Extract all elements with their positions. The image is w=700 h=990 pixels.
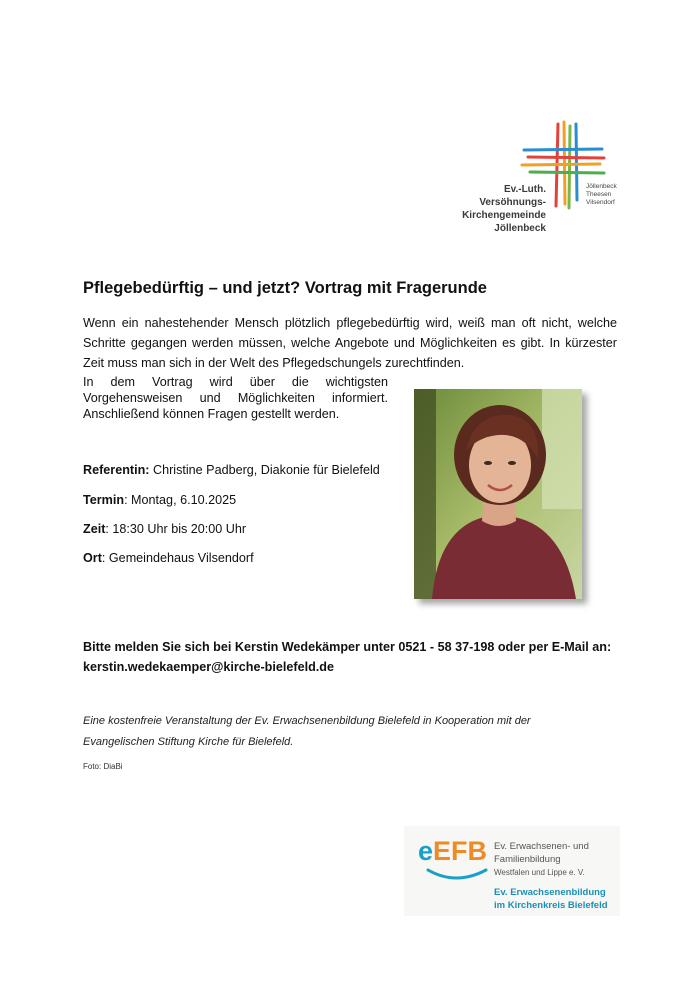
church-logo	[418, 120, 618, 234]
detail-referentin	[83, 462, 380, 478]
vortrag-paragraph: In dem Vortrag wird über die wichtigsten Vorgehensweisen und Möglichkeiten informiert. Anschließend können Fragen gestellt werden.	[83, 375, 388, 421]
eefb-mark	[418, 836, 487, 866]
church-place: Theesen	[586, 191, 612, 198]
eefb-sub	[494, 886, 608, 912]
church-name-line1: Ev.-Luth.	[503, 184, 546, 195]
eefb-logo	[404, 826, 620, 916]
referentin-value: Christine Padberg, Diakonie für Bielefeld	[149, 463, 380, 477]
page-title: Pflegebedürftig – und jetzt? Vortrag mit Fragerunde	[83, 279, 487, 297]
ort-value: : Gemeindehaus Vilsendorf	[101, 551, 254, 565]
referentin-label: Referentin:	[83, 463, 150, 477]
detail-zeit	[83, 521, 246, 537]
note-line2: Evangelischen Stiftung Kirche für Bielefeld.	[83, 736, 294, 748]
zeit-label: Zeit	[83, 522, 106, 536]
termin-value: : Montag, 6.10.2025	[124, 493, 237, 507]
eefb-line1: Ev. Erwachsenen- und	[494, 841, 589, 852]
contact-line: Bitte melden Sie sich bei Kerstin Wedekämper unter 0521 - 58 37-198 oder per E-Mail an:	[83, 640, 612, 654]
church-name-line2: Versöhnungs-Kirchengemeinde	[462, 197, 546, 221]
eefb-line3: Westfalen und Lippe e. V.	[494, 868, 585, 877]
photo-credit: Foto: DiaBi	[83, 762, 123, 771]
detail-termin	[83, 492, 236, 508]
eefb-sub1: Ev. Erwachsenenbildung	[494, 887, 606, 898]
detail-ort	[83, 550, 254, 566]
portrait-photo	[414, 389, 582, 599]
eefb-sub2: im Kirchenkreis Bielefeld	[494, 900, 608, 911]
church-places	[586, 183, 617, 207]
church-place: Jöllenbeck	[586, 183, 617, 190]
note-line1: Eine kostenfreie Veranstaltung der Ev. Erwachsenenbildung Bielefeld in Kooperation mit der	[83, 715, 531, 727]
eefb-mark-efb: EFB	[433, 836, 488, 866]
termin-label: Termin	[83, 493, 125, 507]
eefb-mark-e: e	[418, 836, 434, 866]
zeit-value: : 18:30 Uhr bis 20:00 Uhr	[105, 522, 247, 536]
eefb-line2: Familienbildung	[494, 854, 561, 865]
contact-email-link[interactable]: kerstin.wedekaemper@kirche-bielefeld.de	[83, 660, 334, 674]
church-place: Vilsendorf	[586, 199, 615, 206]
church-name-line3: Jöllenbeck	[494, 223, 546, 234]
church-name	[418, 183, 546, 235]
intro-paragraph: Wenn ein nahestehender Mensch plötzlich pflegebedürftig wird, weiß man oft nicht, welche Schritte gegangen werden müssen, welche Angebote und Möglichkeiten es gibt. In kürzester Zeit muss man sich in der Welt des Pflegedschungels zurechtfinden.	[83, 316, 617, 370]
smile-arc-icon	[426, 868, 488, 882]
ort-label: Ort	[83, 551, 102, 565]
eefb-org-name	[494, 840, 589, 879]
